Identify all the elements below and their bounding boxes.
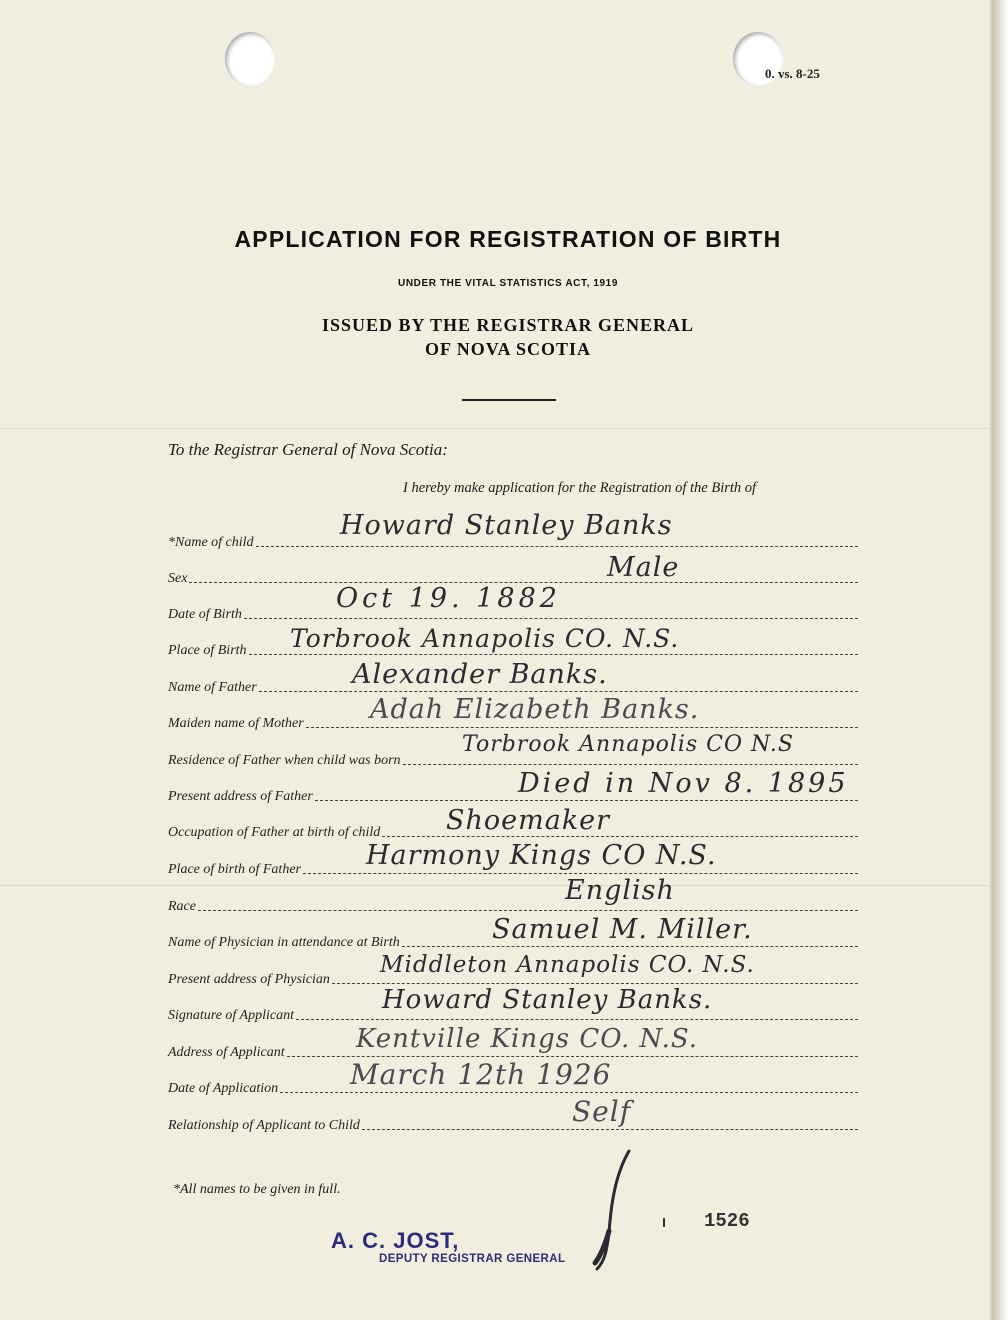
field-value-residence-of-father: Torbrook Annapolis CO N.S <box>462 732 794 757</box>
serial-number: 1526 <box>704 1210 750 1232</box>
field-label: Present address of Physician <box>168 972 330 987</box>
issuer-line-2: OF NOVA SCOTIA <box>424 339 592 359</box>
field-label: Occupation of Father at birth of child <box>168 825 381 840</box>
salutation: To the Registrar General of Nova Scotia: <box>168 440 448 459</box>
document-subtitle: UNDER THE VITAL STATISTICS ACT, 1919 <box>398 278 618 289</box>
field-label: *Name of child <box>168 535 254 550</box>
page-edge-shadow <box>992 0 1008 1320</box>
field-value-name-of-father: Alexander Banks. <box>352 659 608 690</box>
field-label: Place of Birth <box>168 643 247 658</box>
field-label: Address of Applicant <box>168 1045 285 1060</box>
field-race <box>168 892 858 916</box>
field-value-name-of-child: Howard Stanley Banks <box>340 510 673 541</box>
stamp-title: DEPUTY REGISTRAR GENERAL <box>379 1253 566 1265</box>
field-label: Date of Birth <box>168 607 242 622</box>
field-value-address-of-applicant: Kentville Kings CO. N.S. <box>356 1024 699 1054</box>
footnote: *All names to be given in full. <box>173 1182 341 1197</box>
pen-mark <box>585 1145 645 1275</box>
field-label: Name of Father <box>168 680 257 695</box>
field-label: Date of Application <box>168 1081 279 1096</box>
field-label: Relationship of Applicant to Child <box>168 1118 360 1133</box>
punch-hole-left <box>225 32 275 86</box>
field-label: Sex <box>168 571 188 586</box>
field-value-place-of-birth-of-father: Harmony Kings CO N.S. <box>366 840 717 871</box>
field-value-present-address-of-physician: Middleton Annapolis CO. N.S. <box>380 952 755 978</box>
field-value-relationship-of-applicant: Self <box>572 1095 632 1128</box>
field-value-place-of-birth: Torbrook Annapolis CO. N.S. <box>290 624 680 653</box>
intro-text: I hereby make application for the Registration of the Birth of <box>403 480 757 496</box>
field-label: Present address of Father <box>168 789 313 804</box>
field-label: Maiden name of Mother <box>168 716 304 731</box>
field-value-race: English <box>565 875 675 906</box>
fold-line-lower <box>0 885 992 886</box>
issuer-line-1: ISSUED BY THE REGISTRAR GENERAL <box>321 315 695 335</box>
field-value-occupation-of-father: Shoemaker <box>446 805 611 836</box>
document-title: APPLICATION FOR REGISTRATION OF BIRTH <box>234 226 782 252</box>
field-value-sex: Male <box>607 552 680 583</box>
field-relationship-of-applicant <box>168 1111 858 1135</box>
title-divider <box>462 399 556 401</box>
field-value-maiden-name-of-mother: Adah Elizabeth Banks. <box>370 694 700 725</box>
field-label: Residence of Father when child was born <box>168 753 401 768</box>
field-value-present-address-of-father: Died in Nov 8. 1895 <box>518 768 849 799</box>
field-label: Signature of Applicant <box>168 1008 294 1023</box>
field-label: Name of Physician in attendance at Birth <box>168 935 400 950</box>
field-value-date-of-birth: Oct 19. 1882 <box>336 583 561 614</box>
serial-tick <box>663 1218 665 1227</box>
field-label: Place of birth of Father <box>168 862 301 877</box>
field-value-name-of-physician: Samuel M. Miller. <box>492 914 753 945</box>
field-label: Race <box>168 899 196 914</box>
fold-line-upper <box>0 428 992 429</box>
stamp-name: A. C. JOST, <box>331 1228 460 1253</box>
field-value-date-of-application: March 12th 1926 <box>350 1058 612 1091</box>
form-code: 0. vs. 8-25 <box>765 66 820 81</box>
field-value-signature-of-applicant: Howard Stanley Banks. <box>382 985 713 1015</box>
